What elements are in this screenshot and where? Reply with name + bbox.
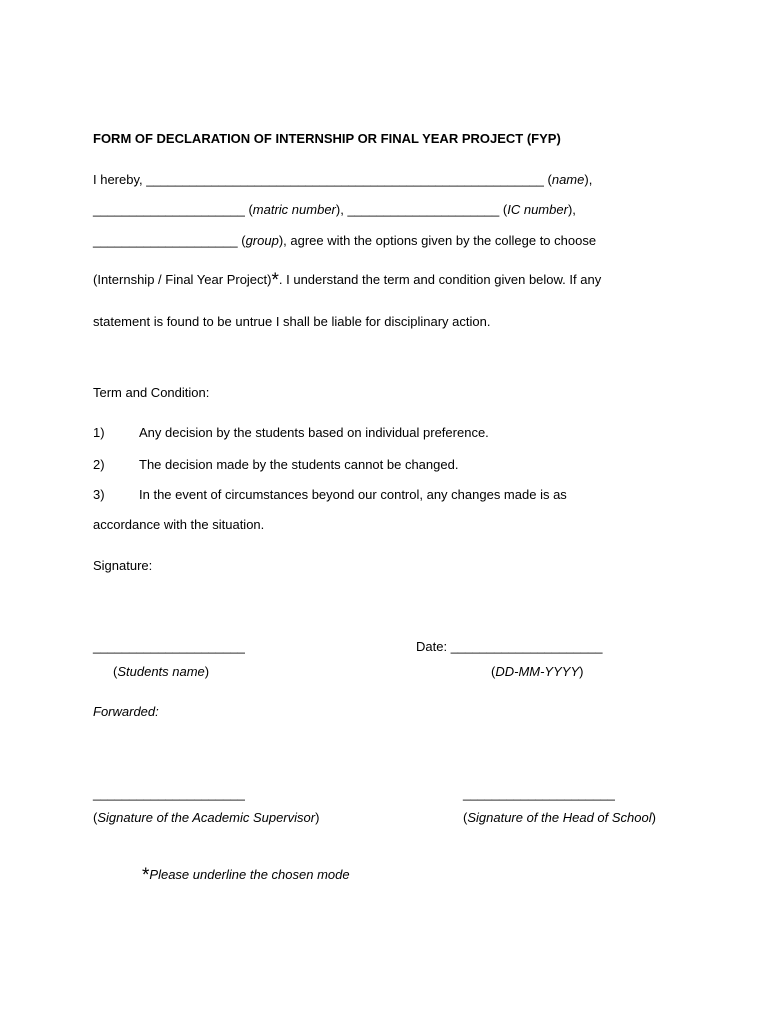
name-blank-field[interactable]: _______________________________________________________ bbox=[146, 172, 544, 187]
paren: ( bbox=[93, 810, 98, 825]
paren: ( bbox=[491, 664, 496, 679]
ic-blank-field[interactable]: _____________________ bbox=[347, 202, 500, 217]
term-item bbox=[93, 425, 489, 441]
declaration-line-group bbox=[93, 233, 596, 249]
name-field-label: name bbox=[551, 172, 585, 187]
supervisor-signature-field[interactable]: _____________________ bbox=[93, 786, 245, 801]
asterisk-marker: * bbox=[271, 270, 279, 291]
terms-heading: Term and Condition: bbox=[93, 385, 210, 400]
options-text: (Internship / Final Year Project) bbox=[93, 272, 272, 287]
ic-field-label: IC number bbox=[507, 202, 568, 217]
student-name-label: Students name bbox=[117, 664, 205, 679]
term-number: 3) bbox=[93, 487, 105, 502]
declaration-line-options bbox=[93, 270, 602, 291]
forwarded-label bbox=[93, 704, 159, 720]
paren: ), bbox=[584, 172, 593, 187]
declaration-line-ids bbox=[93, 202, 576, 218]
paren: ( bbox=[113, 664, 118, 679]
hereby-text: I hereby, bbox=[93, 172, 147, 187]
footnote-asterisk: * bbox=[142, 865, 150, 886]
matric-field-label: matric number bbox=[252, 202, 336, 217]
term-text: Any decision by the students based on individual preference. bbox=[139, 425, 489, 440]
date-format-label: DD-MM-YYYY bbox=[495, 664, 580, 679]
group-blank-field[interactable]: ____________________ bbox=[93, 233, 238, 248]
head-signature-field[interactable]: _____________________ bbox=[463, 786, 615, 801]
declaration-line-name bbox=[93, 172, 592, 188]
paren: ) bbox=[651, 810, 656, 825]
paren: ) bbox=[579, 664, 584, 679]
term-item bbox=[93, 457, 458, 473]
term-number: 1) bbox=[93, 425, 105, 440]
term-text: In the event of circumstances beyond our control, any changes made is as bbox=[139, 487, 567, 502]
date-format-caption bbox=[491, 664, 583, 680]
paren: ( bbox=[499, 202, 508, 217]
paren: ( bbox=[463, 810, 468, 825]
paren: ( bbox=[543, 172, 552, 187]
declaration-line-liability: statement is found to be untrue I shall be liable for disciplinary action. bbox=[93, 314, 491, 329]
term-number: 2) bbox=[93, 457, 105, 472]
paren: ) bbox=[315, 810, 320, 825]
date-field[interactable]: _____________________ bbox=[450, 639, 603, 654]
form-title: FORM OF DECLARATION OF INTERNSHIP OR FINAL YEAR PROJECT (FYP) bbox=[93, 131, 561, 146]
head-label: Signature of the Head of School bbox=[467, 810, 652, 825]
head-caption bbox=[463, 810, 656, 826]
footnote-text: Please underline the chosen mode bbox=[149, 867, 350, 882]
paren: ( bbox=[244, 202, 253, 217]
student-signature-field[interactable]: _____________________ bbox=[93, 639, 245, 654]
paren: ( bbox=[237, 233, 246, 248]
term-text: The decision made by the students cannot be changed. bbox=[139, 457, 459, 472]
paren: ), bbox=[335, 202, 348, 217]
agree-text: ), agree with the options given by the college to choose bbox=[278, 233, 597, 248]
term-continuation: accordance with the situation. bbox=[93, 517, 265, 532]
paren: ), bbox=[567, 202, 576, 217]
student-name-caption bbox=[113, 664, 209, 680]
supervisor-label: Signature of the Academic Supervisor bbox=[97, 810, 316, 825]
group-field-label: group bbox=[245, 233, 279, 248]
understand-text: . I understand the term and condition given below. If any bbox=[278, 272, 602, 287]
paren: ) bbox=[204, 664, 210, 679]
matric-blank-field[interactable]: _____________________ bbox=[93, 202, 245, 217]
forwarded-text: Forwarded: bbox=[93, 704, 159, 719]
signature-label: Signature: bbox=[93, 558, 153, 573]
footnote bbox=[142, 865, 350, 886]
term-item bbox=[93, 487, 567, 503]
supervisor-caption bbox=[93, 810, 319, 826]
date-label: Date: bbox=[416, 639, 451, 654]
date-line bbox=[416, 639, 603, 655]
